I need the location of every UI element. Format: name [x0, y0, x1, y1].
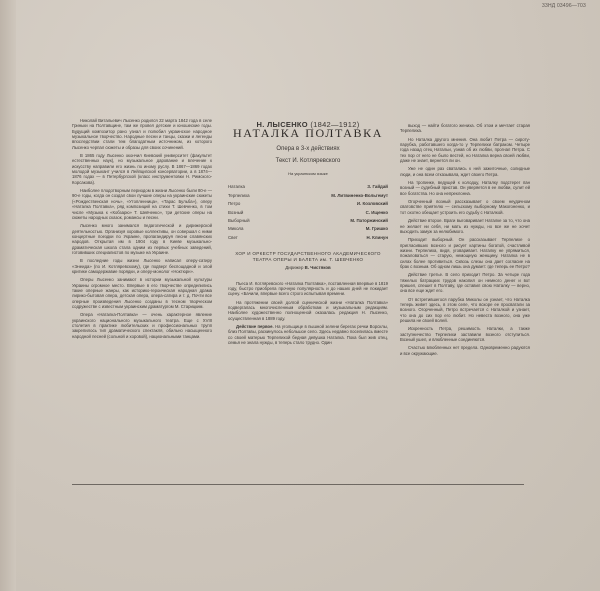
composer-years: (1842—1912) [310, 120, 360, 129]
synopsis-column [400, 123, 530, 359]
cast-artist: З. Гайдай [367, 184, 388, 190]
cast-artist: М. Гришко [365, 226, 388, 232]
libretto-credit: Текст И. Котляревского [275, 158, 341, 165]
catalog-number: 33НД 03496—703 [542, 3, 586, 9]
bio-paragraph: Наиболее плодотворным периодом в жизни Лысенко были 80-е — 90-е годы, когда он создал свои лучшие оперы на украинские сюжеты («Рождественская ночь», «Утопленница», «Тарас Бульба»), оперу «Наталка Полтавка», ряд композиций на стихи Т. Шевченко, в том числе «Музыка к «Кобзарю» Т. Шевченко», три детские оперы на сюжеты народных сказок, романсы и песни. [72, 188, 212, 220]
cast-row [228, 200, 388, 208]
cast-artist: М. Паторжинский [350, 218, 388, 224]
cast-role: Свет [228, 234, 238, 240]
synopsis-paragraph: Но Наталка другого мнения. Она любит Петра — сироту-парубка, работавшего когда-то у Терпелихи батраком. Четыре года назад отец Натальи, узнав об их любви, прогнал Петра. С тех пор от него не было вестей, но Наталка верна своей любви, даже не знает, вернется ли он. [400, 136, 530, 164]
synopsis-paragraph: На тропинке, ведущей к колодцу, Наталку подстерег пан возный — судебный пристав. Он уверяется в ее любви, сулит ей все богатства. Но она непреклонна. [400, 180, 530, 196]
bio-paragraph: В последние годы жизни Лысенко написал оперу-сатиру «Энеида» (по И. Котляревскому), где подверг беспощадной и злой критике самодержавие порядки, и оперу-монолог «Ноктюрн». [72, 258, 212, 274]
cast-list [228, 183, 388, 243]
cast-artist: М. Литвиненко-Вольгемут [331, 192, 388, 198]
cast-role: Терпелиха [228, 192, 250, 198]
cast-role: Выборный [228, 218, 250, 224]
cast-row [228, 233, 388, 241]
bio-paragraph: Лысенко много занимался педагогической и дирижерской деятельностью. Организуя хоровые коллективы, он совершал с ними концертные поездки по Украине, пропагандируя песни славянских народов. Открытая им в 1904 году в Киеве музыкально-драматическая школа стала одним из первых учебных заведений, готовивших специалистов по музыке на Украине. [72, 223, 212, 255]
cast-row [228, 225, 388, 233]
cast-artist: Н. Клинун [366, 234, 388, 240]
conductor-name: В. Чистяков [304, 265, 331, 271]
synopsis-paragraph: Действие второе. Враги выговаривает Наталке за то, что она не желает ни себя, ни мать из нужды, но все же не хочет выходить замуж за нелюбимого. [400, 218, 530, 234]
cast-role: Микола [228, 226, 244, 232]
biography-column [72, 118, 212, 342]
synopsis-paragraph: Уже не один раз сватались к ней зажиточные, солидные люди, и она всем отказывала, ждет своего Петра. [400, 166, 530, 177]
credits-column [228, 122, 388, 348]
bio-paragraph: Опера «Наталка-Полтавка» — очень характерное явление украинского национального музыкального театра. Еще с XVIII столетия в практике любительских и профессиональных трупп закрепилось тип драматического спектакля, обильно насыщенного народной песней (сольной и хоровой), национальными танцами. [72, 312, 212, 339]
cast-row [228, 191, 388, 199]
cast-role: Наталка [228, 184, 245, 190]
bio-paragraph: Оперы Лысенко занимают в истории музыкальной культуры Украины огромное место. Впервые в его творчестве определились такие оперные жанры, как историко-героическая народная драма лирико-бытовая опера, детская опера, опера-сатира и т. д. Почти все оперные произведения Лысенко созданы в тесном творческом содружестве с известным украинским драматургом М. Старицким. [72, 277, 212, 309]
synopsis-paragraph: От встретившегося парубка Миколы он узнает, что Наталка теперь живет здесь, в этом селе, что вскоре ее просватали за возного. Огорченный, Петро встречается с Наталкой и узнает, что она до сих пор его любит. Но невеста возного, она уже решила не своей волей. [400, 296, 530, 323]
cast-role: Петро [228, 201, 241, 207]
cast-row [228, 216, 388, 224]
cast-row [228, 183, 388, 191]
synopsis-paragraph: Счастью влюбленных нет предела. Одновременно радуются и все окружающие. [400, 345, 530, 356]
cast-row [228, 208, 388, 216]
opera-title: НАТАЛКА ПОЛТАВКА [232, 126, 384, 141]
synopsis-paragraph: Действие третье. В село приходит Петро. За четыре года тяжелых батрацких трудов накопил он немного денег и вот пришел, спешит в Полтаву, где оставил свою Наталку — верно, она все еще ждет его. [400, 272, 530, 294]
synopsis-paragraph: Приходит выборный. Он рассказывает Терпелихе о пригласивших возного и рисует картины богатой, счастливой жизни. Терпелиха, видя, уговаривает. Наталку не упрямиться, пожаловаться — старую, немощную женщину. Наталка не в силах более противиться. Сквозь слезы она дает согласие на брак с возным. Об одном лишь она думает: где теперь ее Петро? [400, 237, 530, 269]
bio-paragraph: Николай Витальевич Лысенко родился 22 марта 1842 года в селе Гриньки на Полтавщине, там же провел детские и юношеские годы. Будущий композитор рано узнал и полюбил украинское народное музыкальное творчество. Народные песни и танцы, сказки и легенды впоследствии стали тем благодатным источником, из которого Лысенко черпал сюжеты и образы для своих сочинений. [72, 118, 212, 150]
synopsis-paragraph: Искренность Петра, решимость Наталки, а также заступничество Терпелихи заставили возного отступиться. Возный ушел, и влюбленные соединяются. [400, 326, 530, 343]
conductor-label: Дирижер [285, 265, 304, 271]
cast-role: Возный [228, 209, 244, 215]
intro-paragraph: На протяжении своей долгой сценической жизни «Наталка Полтавка» подвергалась многочисленным обработкам и музыкальным редакциям. Наиболее художественно полноценной оказалась редакция Н. Лысенко, осуществленная в 1889 году. [228, 299, 388, 321]
cast-artist: С. Ищенко [365, 209, 388, 215]
sleeve-fold-edge [0, 0, 16, 591]
bottom-rule [72, 484, 524, 485]
intro-text [228, 281, 388, 346]
synopsis-paragraph: Огорченный возный рассказывает о своем неудачном сватовстве приятелю — сельскому выборному Макогоненко, и тот охотно обещает устроить его судьбу с Наталкой. [400, 199, 530, 215]
composer-name: Н. ЛЫСЕНКО [256, 120, 308, 129]
intro-paragraph: Пьеса И. Котляревского «Наталка Полтавка», поставленная впервые в 1819 году, быстро приобрела прочную популярность и до наших дней не покидает сцену. «Бачили, впервые всего строго испытывая времени. [228, 280, 388, 297]
cast-artist: И. Козловский [356, 201, 388, 207]
synopsis-paragraph: выход — найти богатого жениха. Об этом и мечтает старая Терпелиха. [400, 123, 530, 134]
conductor-credit [228, 265, 388, 270]
opera-subtitle: Опера в 3-х действиях [276, 145, 340, 152]
ensemble-credit: ХОР И ОРКЕСТР ГОСУДАРСТВЕННОГО АКАДЕМИЧЕСКОГО ТЕАТРА ОПЕРЫ И БАЛЕТА им. Т. ШЕВЧЕНКО [235, 251, 381, 263]
bio-paragraph: В 1865 году Лысенко окончил Киевский университет (факультет естественных наук), но музыкальное дарование и влечение к искусству направили его жизнь по иному руслу. В 1867—1869 годах молодой музыкант учился в Лейпцигской консерватории, а в 1874—1876 годах — в Петербургской (класс инструментовки Н. Римского-Корсакова). [72, 153, 212, 185]
language-note: На украинском языке [288, 171, 328, 177]
act-one-text: На угольщице в пышной зелени берегах речки Ворсклы, близ Полтавы, раскинулось небольшое село. Здесь недавно поселилась вместе со своей матерью Терпелихой бедная девушка Наталка. Пока был жив отец, семья не знала нужды, в теперь стало трудно. Один [228, 324, 388, 346]
act-one-title: Действие первое. [236, 324, 274, 330]
act-one-paragraph [228, 324, 388, 345]
